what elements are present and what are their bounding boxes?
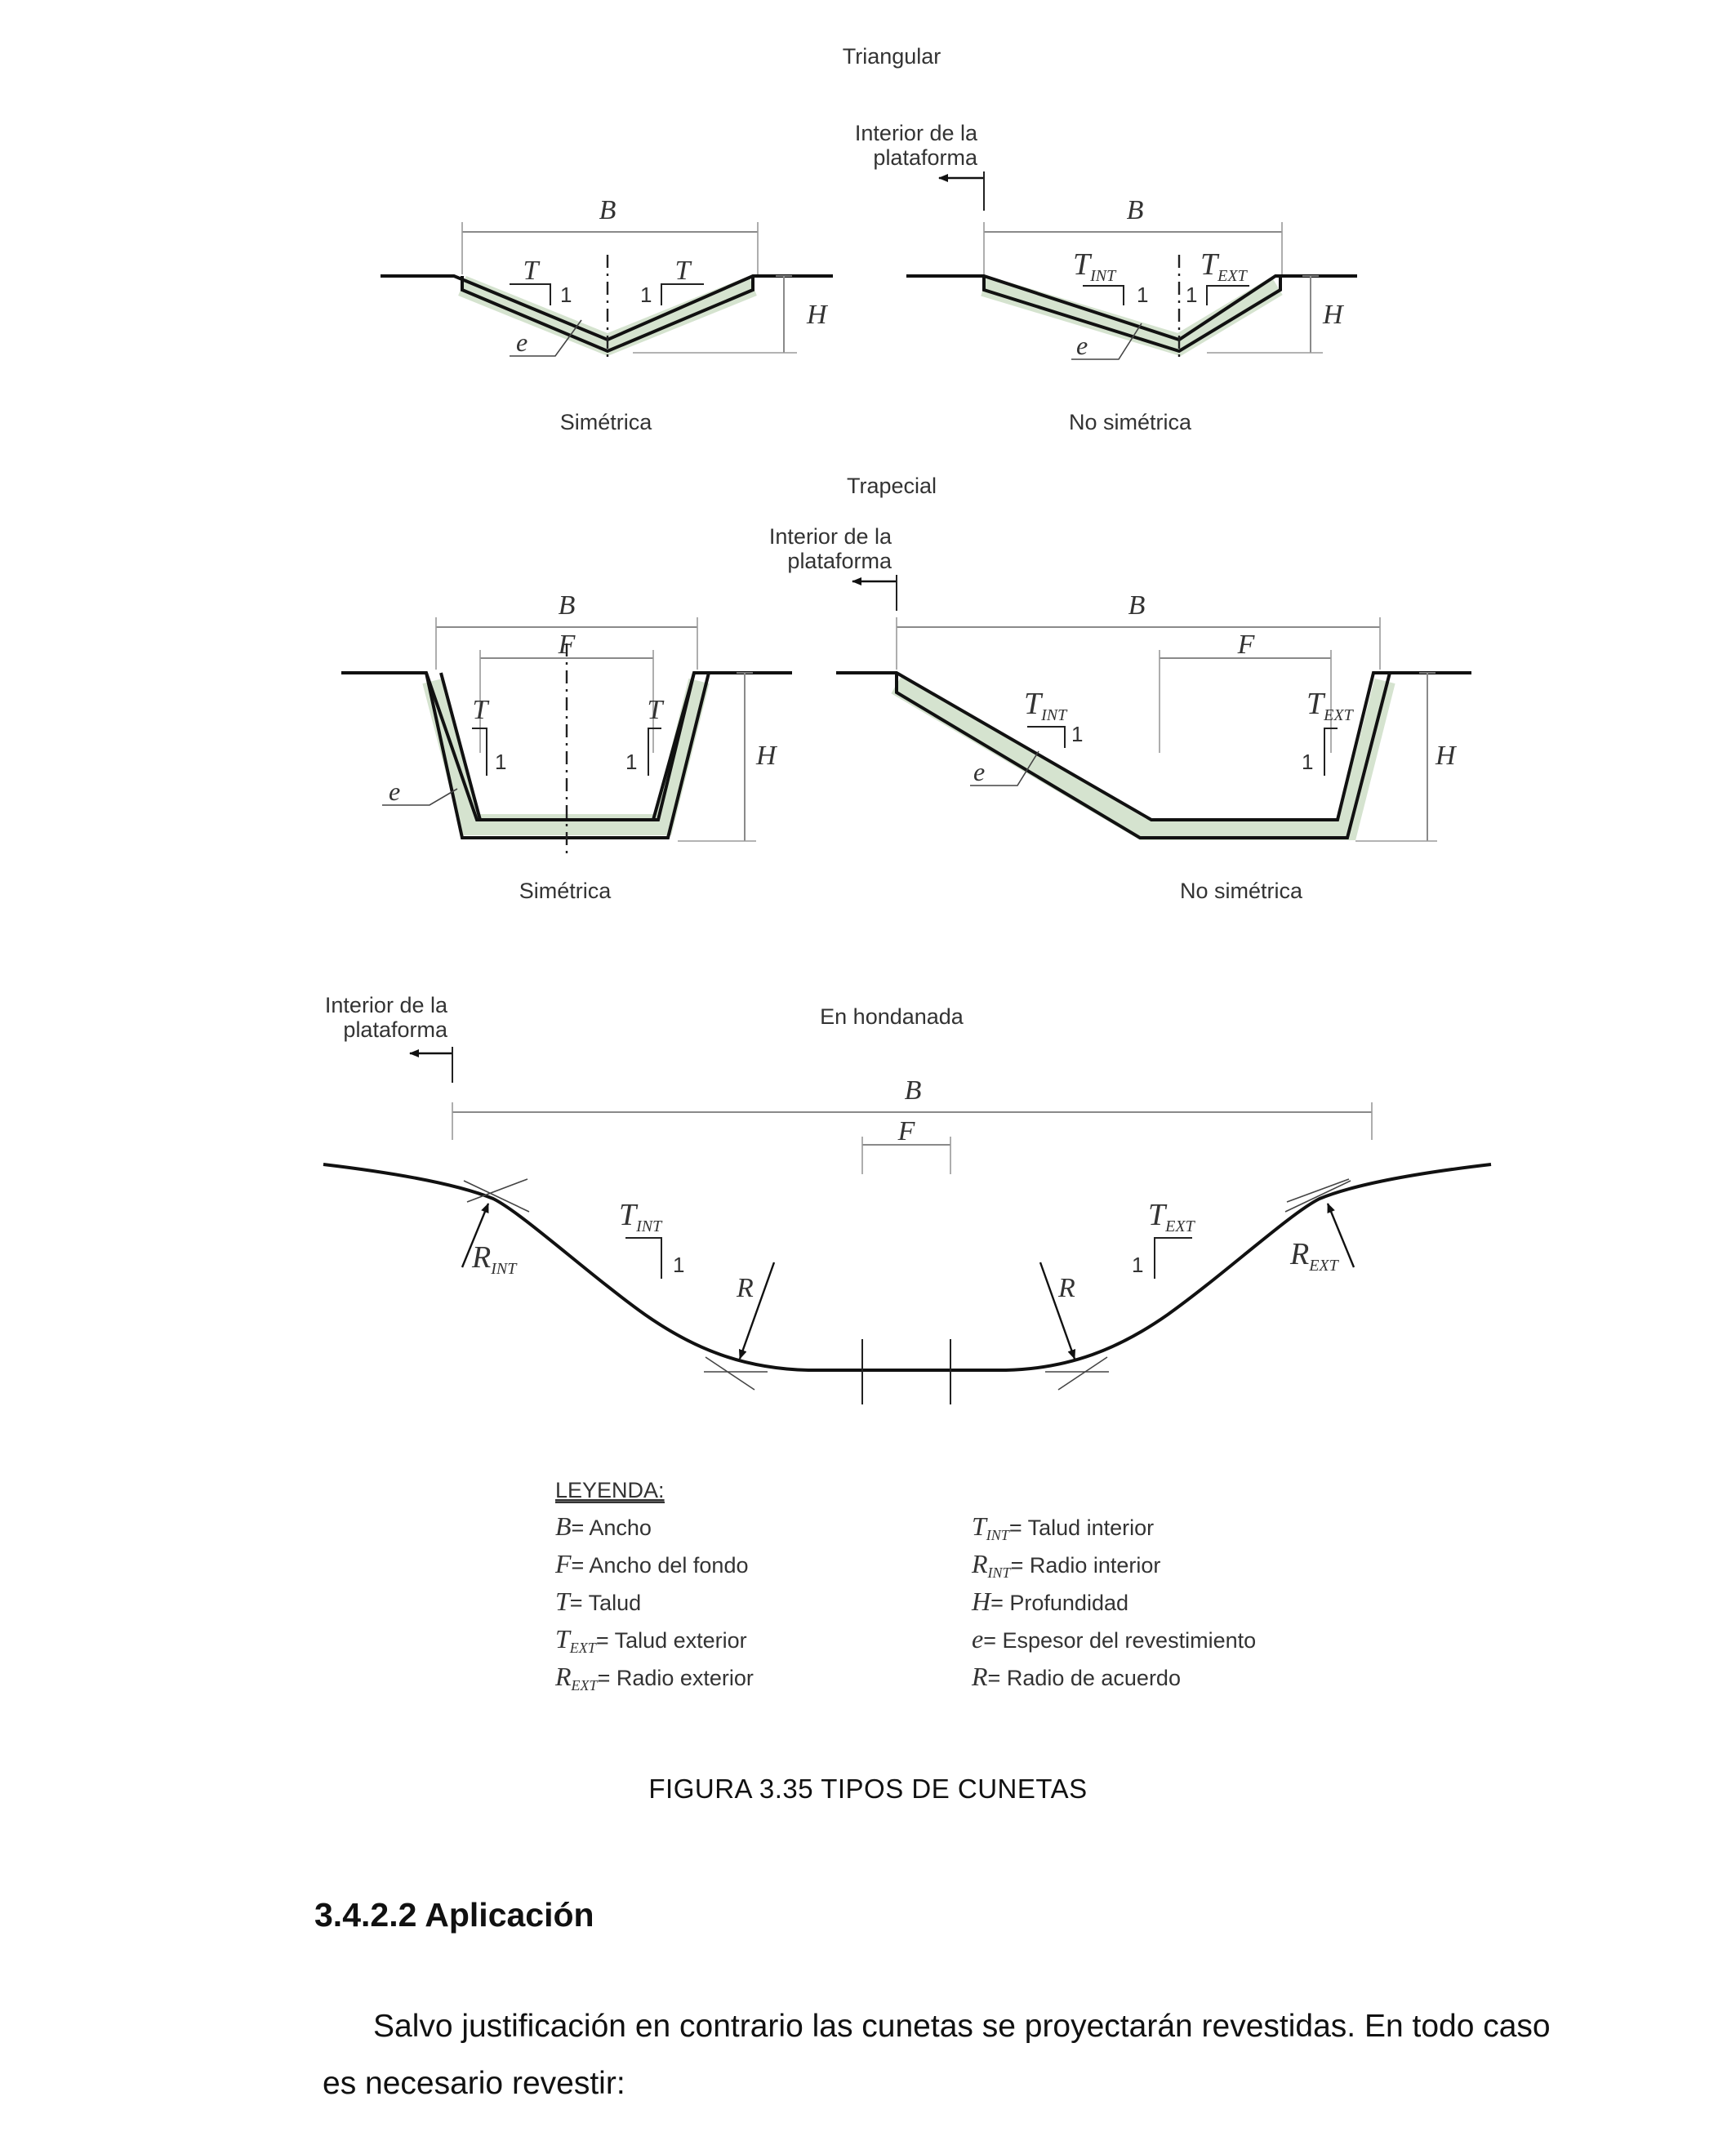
slope-one-int: 1: [673, 1253, 685, 1277]
legend-item-T: T= Talud: [555, 1587, 642, 1616]
label-T-left: T: [523, 256, 539, 286]
label-H: H: [756, 741, 777, 771]
label-R-ext: $R_{EXT}$: [1290, 1237, 1338, 1275]
platform-note-line2: plataforma: [787, 549, 892, 573]
triangular-symmetric: [381, 195, 833, 434]
label-H: H: [1436, 741, 1456, 771]
slope-indicator-int: [1027, 727, 1065, 748]
label-e: e: [973, 757, 986, 786]
legend-item-R-int: RINT= Radio interior: [972, 1549, 1161, 1581]
label-R-int: $R_{INT}$: [472, 1240, 517, 1278]
label-H: H: [1323, 300, 1343, 330]
slope-one-right: 1: [625, 750, 638, 774]
label-R-right: R: [1058, 1273, 1075, 1303]
label-R-left: R: [737, 1273, 754, 1303]
label-e: e: [1076, 331, 1088, 360]
slope-one-ext: 1: [1302, 750, 1314, 774]
label-T-int: $T_{INT}$: [619, 1198, 662, 1235]
slope-indicator-right: [648, 728, 661, 776]
slope-indicator-int: [625, 1238, 661, 1279]
platform-note-line2: plataforma: [873, 145, 977, 170]
section-heading: 3.4.2.2 Aplicación: [314, 1896, 594, 1934]
body-paragraph: Salvo justificación en contrario las cunetas se proyectarán revestidas. En todo caso es necesario revestir:: [323, 2009, 1551, 2101]
view-label-asymmetric: No simétrica: [1068, 410, 1192, 434]
label-B: B: [1128, 590, 1146, 621]
view-label-symmetric: Simétrica: [559, 410, 652, 434]
triangular-asymmetric: [855, 121, 1357, 434]
slope-indicator-int: [1083, 286, 1124, 305]
label-T-right: T: [647, 695, 663, 725]
label-T-ext: $T_{EXT}$: [1200, 247, 1247, 285]
label-e: e: [389, 777, 401, 806]
label-T-right: T: [674, 256, 691, 286]
slope-indicator-ext: [1155, 1238, 1192, 1279]
slope-indicator-left: [472, 728, 487, 776]
label-H: H: [807, 300, 827, 330]
slope-one-int: 1: [1137, 283, 1149, 307]
legend-item-R-ext: REXT= Radio exterior: [555, 1662, 754, 1694]
label-T-int: $T_{INT}$: [1024, 687, 1067, 724]
platform-note-line1: Interior de la: [854, 121, 977, 145]
slope-one-left: 1: [560, 283, 572, 307]
slope-one-right: 1: [640, 283, 652, 307]
hondanada-section: [323, 993, 1491, 1404]
platform-note-line1: Interior de la: [768, 524, 892, 549]
label-e: e: [516, 327, 528, 357]
slope-one-int: 1: [1071, 722, 1084, 746]
platform-note-line1: Interior de la: [324, 993, 447, 1017]
legend-item-F: F= Ancho del fondo: [555, 1549, 749, 1578]
label-B: B: [904, 1075, 922, 1106]
slope-one-ext: 1: [1132, 1253, 1144, 1277]
trapecial-symmetric: [341, 590, 792, 903]
section-title-triangular: Triangular: [842, 44, 941, 69]
legend-item-e: e= Espesor del revestimiento: [972, 1624, 1257, 1654]
figure-caption: FIGURA 3.35 TIPOS DE CUNETAS: [648, 1774, 1088, 1804]
label-T-ext: $T_{EXT}$: [1148, 1198, 1195, 1235]
view-label-symmetric: Simétrica: [519, 879, 612, 903]
label-T-left: T: [472, 695, 488, 725]
legend-item-T-ext: TEXT= Talud exterior: [555, 1624, 747, 1656]
section-title-trapecial: Trapecial: [846, 474, 937, 498]
label-T-int: $T_{INT}$: [1073, 247, 1116, 285]
legend-item-H: H= Profundidad: [972, 1587, 1128, 1616]
platform-note-line2: plataforma: [343, 1017, 447, 1042]
legend: [554, 1478, 1256, 1694]
trapecial-asymmetric: [769, 524, 1471, 903]
label-F: F: [897, 1116, 915, 1146]
slope-one-left: 1: [495, 750, 507, 774]
legend-title: LEYENDA:: [555, 1478, 665, 1502]
slope-one-ext: 1: [1186, 283, 1198, 307]
view-label-asymmetric: No simétrica: [1179, 879, 1303, 903]
label-T-ext: $T_{EXT}$: [1306, 687, 1353, 724]
triangular-section: [381, 44, 1357, 434]
section-title-hondanada: En hondanada: [820, 1004, 964, 1029]
label-F: F: [558, 630, 576, 660]
legend-item-B: B= Ancho: [555, 1511, 652, 1541]
label-B: B: [1126, 195, 1144, 225]
legend-item-R: R= Radio de acuerdo: [972, 1662, 1181, 1691]
label-F: F: [1237, 630, 1255, 660]
trapecial-section: [341, 474, 1471, 903]
legend-item-T-int: TINT= Talud interior: [972, 1511, 1155, 1543]
label-B: B: [599, 195, 617, 225]
label-B: B: [558, 590, 576, 621]
